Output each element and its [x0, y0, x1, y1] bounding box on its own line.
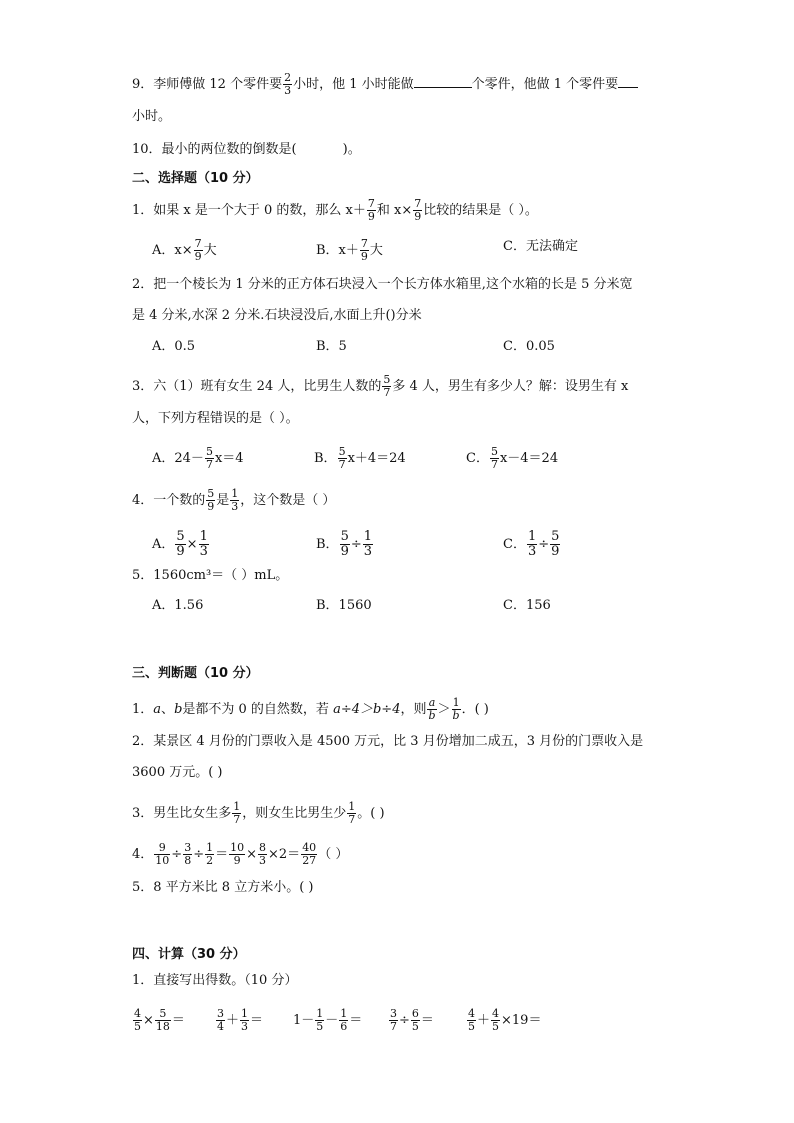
- choice-q5-option-b[interactable]: B．1560: [316, 598, 372, 613]
- section-title-choice: 二、选择题（10 分）: [132, 171, 259, 186]
- choice-q4: 4．一个数的 $\frac{5}{9}$ 是 $\frac{1}{3}$ ，这个数是（ ）: [132, 487, 336, 513]
- judge-q2-line1: 2．某景区 4 月份的门票收入是 4500 万元，比 3 月份增加二成五，3 月份的门票收入是: [132, 734, 644, 749]
- choice-q2-line1: 2．把一个棱长为 1 分米的正方体石块浸入一个长方体水箱里,这个水箱的长是 5 分米宽: [132, 277, 633, 292]
- section-title-calc: 四、计算（30 分）: [132, 947, 246, 962]
- judge-q2-line2: 3600 万元。( ): [132, 765, 223, 780]
- calc-item-2[interactable]: $\frac{3}{4}$ ＋ $\frac{1}{3}$ ＝: [217, 1007, 264, 1033]
- answer-blank[interactable]: [618, 87, 638, 88]
- judge-q4: 4． $\frac{9}{10}$ ÷ $\frac{3}{8}$ ÷ $\frac{1}{2}$ ＝ $\frac{10}{9}$ × $\frac{8}{3}$ ×2＝ $\frac{40}{27}$ （ ）: [132, 841, 349, 867]
- choice-q2-option-b[interactable]: B．5: [316, 339, 347, 354]
- choice-q1-option-a[interactable]: A．x× $\frac{7}{9}$ 大: [152, 237, 217, 263]
- choice-q1-option-b[interactable]: B．x＋ $\frac{7}{9}$ 大: [316, 237, 383, 263]
- choice-q3-line2: 人，下列方程错误的是（ ）。: [132, 411, 299, 426]
- section-title-judge: 三、判断题（10 分）: [132, 666, 259, 681]
- fraction: $\frac{2}{3}$: [284, 71, 292, 97]
- choice-q2-option-a[interactable]: A．0.5: [152, 339, 196, 354]
- choice-q5: 5．1560cm³＝（ ）mL。: [132, 568, 289, 583]
- choice-q2-option-c[interactable]: C．0.05: [503, 339, 555, 354]
- choice-q4-option-b[interactable]: B． $\frac{5}{9}$ ÷ $\frac{1}{3}$: [316, 529, 373, 559]
- question-9: 9．李师傅做 12 个零件要 $\frac{2}{3}$ 小时，他 1 小时能做 个零件，他做 1 个零件要: [132, 72, 638, 97]
- judge-q1: 1．a、b是都不为 0 的自然数，若 a÷4＞b÷4，则 $\frac{a}{b}$ ＞ $\frac{1}{b}$ ．( ): [132, 696, 489, 722]
- choice-q3-option-a[interactable]: A．24－ $\frac{5}{7}$ x＝4: [152, 445, 244, 471]
- choice-q3: 3．六（1）班有女生 24 人，比男生人数的 $\frac{5}{7}$ 多 4 人，男生有多少人？解：设男生有 x: [132, 373, 629, 399]
- choice-q4-option-a[interactable]: A． $\frac{5}{9}$ × $\frac{1}{3}$: [152, 529, 208, 559]
- choice-q3-option-c[interactable]: C． $\frac{5}{7}$ x－4＝24: [466, 445, 559, 471]
- answer-blank[interactable]: [414, 87, 472, 88]
- choice-q3-option-b[interactable]: B． $\frac{5}{7}$ x＋4＝24: [314, 445, 406, 471]
- choice-q2-line2: 是 4 分米,水深 2 分米.石块浸没后,水面上升()分米: [132, 308, 422, 323]
- judge-q5: 5．8 平方米比 8 立方米小。( ): [132, 880, 314, 895]
- calc-item-4[interactable]: $\frac{3}{7}$ ÷ $\frac{6}{5}$ ＝: [390, 1007, 434, 1033]
- choice-q1-option-c[interactable]: C．无法确定: [503, 239, 578, 254]
- question-9-line2: 小时。: [132, 109, 172, 124]
- choice-q4-option-c[interactable]: C． $\frac{1}{3}$ ÷ $\frac{5}{9}$: [503, 529, 560, 559]
- question-10: 10．最小的两位数的倒数是( )。: [132, 142, 361, 157]
- choice-q5-option-a[interactable]: A．1.56: [152, 598, 204, 613]
- calc-item-3[interactable]: 1－ $\frac{1}{5}$ － $\frac{1}{6}$ ＝: [293, 1007, 363, 1033]
- choice-q5-option-c[interactable]: C．156: [503, 598, 551, 613]
- judge-q3: 3．男生比女生多 $\frac{1}{7}$ ，则女生比男生少 $\frac{1}{7}$ 。( ): [132, 800, 385, 826]
- calc-item-5[interactable]: $\frac{4}{5}$ ＋ $\frac{4}{5}$ ×19＝: [468, 1007, 542, 1033]
- calc-q1: 1．直接写出得数。（10 分）: [132, 973, 298, 988]
- calc-item-1[interactable]: $\frac{4}{5}$ × $\frac{5}{18}$ ＝: [134, 1007, 185, 1033]
- choice-q1: 1．如果 x 是一个大于 0 的数，那么 x＋ $\frac{7}{9}$ 和 x× $\frac{7}{9}$ 比较的结果是（ ）。: [132, 197, 538, 223]
